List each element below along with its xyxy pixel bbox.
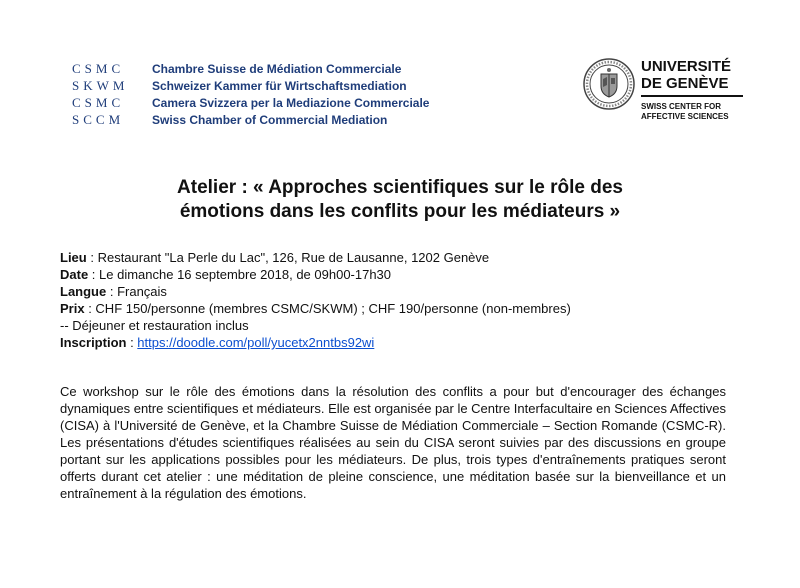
info-value: : Le dimanche 16 septembre 2018, de 09h00-17h30: [88, 267, 392, 282]
info-label: Prix: [60, 301, 85, 316]
unige-logo: [583, 58, 743, 122]
info-inscription: [60, 334, 750, 351]
info-prix: [60, 300, 750, 317]
csmc-acronym: SCCM: [72, 111, 125, 127]
info-prix-note: -- Déjeuner et restauration inclus: [60, 318, 249, 333]
info-label: Langue: [60, 284, 107, 299]
csmc-name: Swiss Chamber of Commercial Mediation: [152, 112, 388, 127]
description-paragraph: Ce workshop sur le rôle des émotions dans la résolution des conflits a pour but d'encourager des échanges dynamiques entre scientifiques et médiateurs. Elle est organisée par le Centre Interfacultaire en Sciences Affectives (CISA) à l'Université de Genève, et la Chambre Suisse de Médiation Commerciale – Section Romande (CSMC-R). Les présentations d'études scientifiques réalisées au sein du CISA seront suivies par des discussions en groupe portant sur les applications possibles pour les médiateurs. De plus, trois types d'entraînements pratiques seront offerts durant cet atelier : une méditation de pleine conscience, une méditation basée sur la bienveillance et un entraînement à la régulation des émotions.: [60, 384, 727, 501]
info-date: [60, 266, 750, 283]
title-line2: émotions dans les conflits pour les médiateurs »: [179, 201, 621, 222]
csmc-row-it: [72, 94, 429, 111]
unige-name-line2: DE GENÈVE: [641, 75, 729, 92]
info-label: Date: [60, 267, 89, 282]
csmc-row-de: [72, 77, 429, 94]
university-seal-icon: [583, 58, 635, 110]
info-value: : Restaurant "La Perle du Lac", 126, Rue de Lausanne, 1202 Genève: [86, 250, 490, 265]
page-title: [60, 176, 740, 224]
unige-divider: [641, 95, 743, 97]
csmc-logo-block: [72, 60, 429, 128]
info-label: Inscription: [60, 335, 127, 350]
csmc-name: Chambre Suisse de Médiation Commerciale: [152, 61, 402, 76]
unige-text: [641, 58, 743, 122]
csmc-name: Schweizer Kammer für Wirtschaftsmediation: [152, 78, 407, 93]
info-value: : Français: [106, 284, 167, 299]
info-langue: [60, 283, 750, 300]
csmc-name: Camera Svizzera per la Mediazione Commerciale: [152, 95, 430, 110]
csmc-acronym: CSMC: [72, 60, 125, 76]
event-info: [60, 249, 750, 351]
info-lieu: [60, 249, 750, 266]
csmc-acronym: CSMC: [72, 94, 125, 110]
title-line1: Atelier : « Approches scientifiques sur le rôle des: [177, 177, 623, 198]
info-separator: :: [126, 335, 138, 350]
unige-name-line1: UNIVERSITÉ: [641, 58, 732, 75]
unige-sub-line2: AFFECTIVE SCIENCES: [641, 112, 729, 121]
inscription-link[interactable]: https://doodle.com/poll/yucetx2nntbs92wi: [137, 335, 375, 350]
info-label: Lieu: [60, 250, 87, 265]
unige-sub-line1: SWISS CENTER FOR: [641, 102, 722, 111]
info-value: : CHF 150/personne (membres CSMC/SKWM) ; CHF 190/personne (non-membres): [84, 301, 571, 316]
csmc-row-fr: [72, 60, 429, 77]
csmc-row-en: [72, 111, 429, 128]
csmc-acronym: SKWM: [72, 77, 129, 93]
